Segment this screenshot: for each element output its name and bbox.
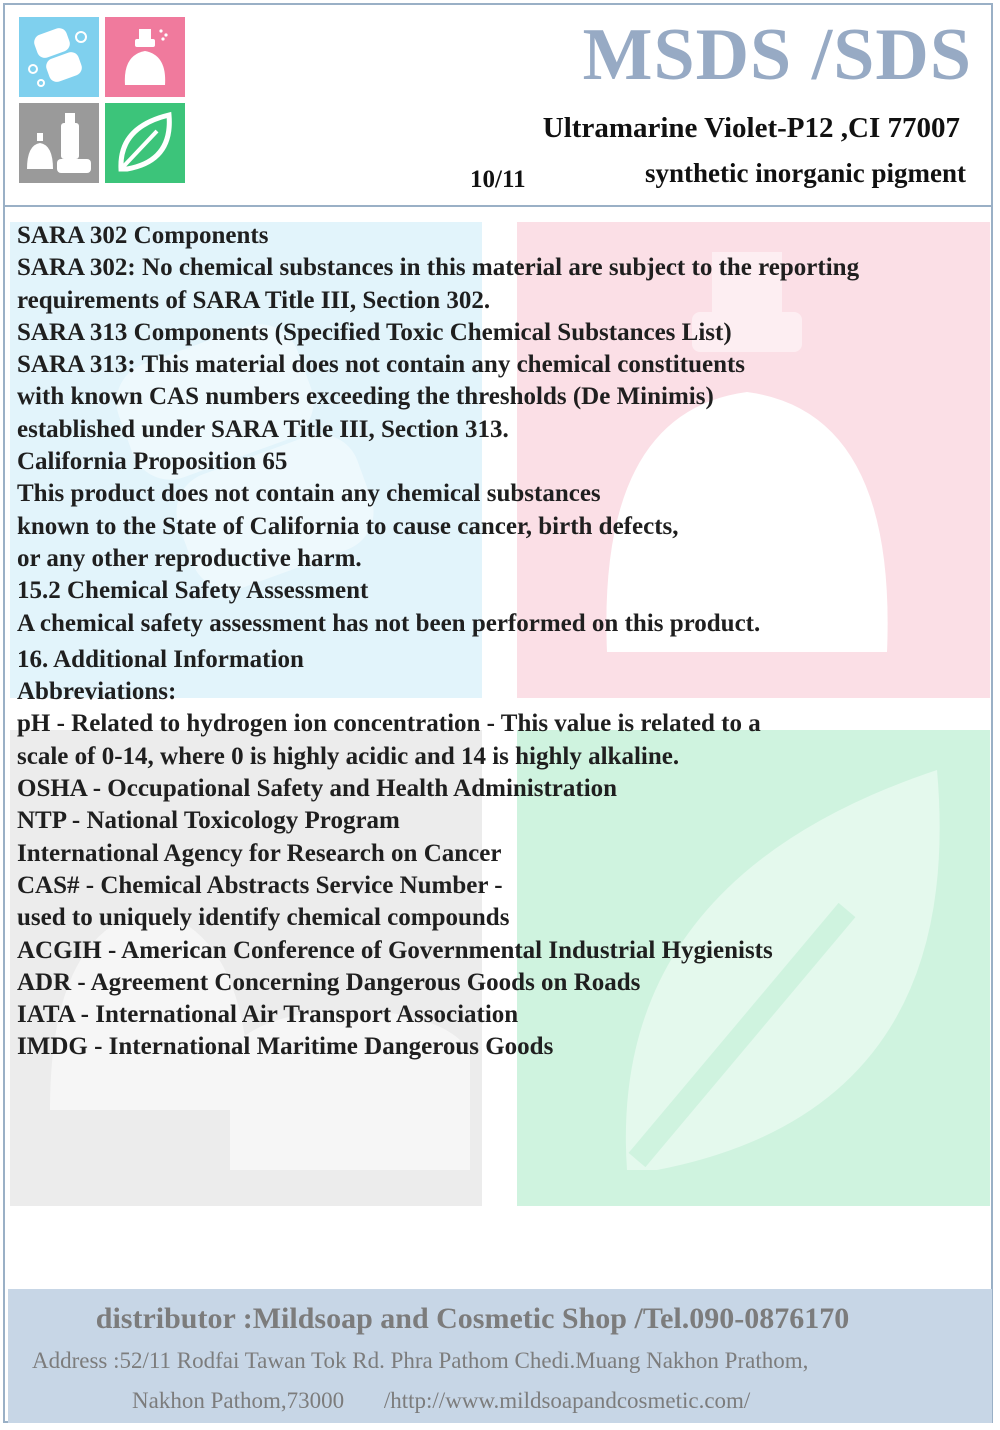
- text-line: established under SARA Title III, Section 313.: [17, 415, 509, 443]
- cosmetics-icon: [19, 103, 99, 183]
- text-line: SARA 302: No chemical substances in this material are subject to the reporting: [17, 254, 860, 282]
- distributor-line: distributor :Mildsoap and Cosmetic Shop /Tel.090-0876170: [95, 1302, 850, 1335]
- section-heading: 15.2 Chemical Safety Assessment: [17, 577, 369, 605]
- product-name: Ultramarine Violet-P12 ,CI 77007: [542, 112, 960, 144]
- abbreviation-item: pH - Related to hydrogen ion concentration - This value is related to a: [17, 710, 761, 738]
- text-line: requirements of SARA Title III, Section 302.: [17, 286, 491, 314]
- document-title: MSDS /SDS: [582, 14, 972, 96]
- leaf-icon: [105, 103, 185, 183]
- abbreviation-item: IATA - International Air Transport Association: [17, 1001, 519, 1029]
- text-line: This product does not contain any chemical substances: [17, 480, 601, 508]
- section-heading: SARA 313 Components (Specified Toxic Chemical Substances List): [17, 318, 732, 346]
- header-divider: [5, 205, 991, 207]
- document-body: [17, 220, 977, 1064]
- abbreviation-item: International Agency for Research on Cancer: [17, 839, 502, 867]
- address-line-1: Address :52/11 Rodfai Tawan Tok Rd. Phra Pathom Chedi.Muang Nakhon Prathom,: [32, 1348, 809, 1373]
- abbreviation-item: used to uniquely identify chemical compounds: [17, 904, 510, 932]
- bottle-icon: [105, 17, 185, 97]
- address-city: Nakhon Pathom,73000: [132, 1388, 345, 1413]
- abbreviation-item: scale of 0-14, where 0 is highly acidic and 14 is highly alkaline.: [17, 742, 680, 770]
- section-heading: SARA 302 Components: [17, 222, 269, 249]
- abbreviation-item: IMDG - International Maritime Dangerous Goods: [17, 1033, 554, 1061]
- text-line: Abbreviations:: [17, 678, 177, 706]
- section-heading: 16. Additional Information: [17, 645, 304, 673]
- text-line: SARA 313: This material does not contain any chemical constituents: [17, 351, 746, 379]
- product-type: synthetic inorganic pigment: [645, 158, 966, 188]
- page-number: 10/11: [470, 166, 526, 193]
- abbreviation-item: NTP - National Toxicology Program: [17, 807, 400, 835]
- abbreviation-item: CAS# - Chemical Abstracts Service Number -: [17, 871, 503, 899]
- abbreviation-item: ACGIH - American Conference of Governmental Industrial Hygienists: [17, 936, 773, 964]
- website-link[interactable]: /http://www.mildsoapandcosmetic.com/: [383, 1388, 751, 1413]
- abbreviation-item: ADR - Agreement Concerning Dangerous Goods on Roads: [17, 968, 641, 996]
- text-line: A chemical safety assessment has not been performed on this product.: [17, 609, 761, 637]
- section-heading: California Proposition 65: [17, 448, 288, 476]
- text-line: known to the State of California to cause cancer, birth defects,: [17, 512, 679, 540]
- text-line: or any other reproductive harm.: [17, 544, 362, 572]
- address-line-2: [132, 1388, 750, 1414]
- text-line: with known CAS numbers exceeding the thresholds (De Minimis): [17, 383, 714, 411]
- soap-icon: [19, 17, 99, 97]
- abbreviation-item: OSHA - Occupational Safety and Health Administration: [17, 775, 618, 803]
